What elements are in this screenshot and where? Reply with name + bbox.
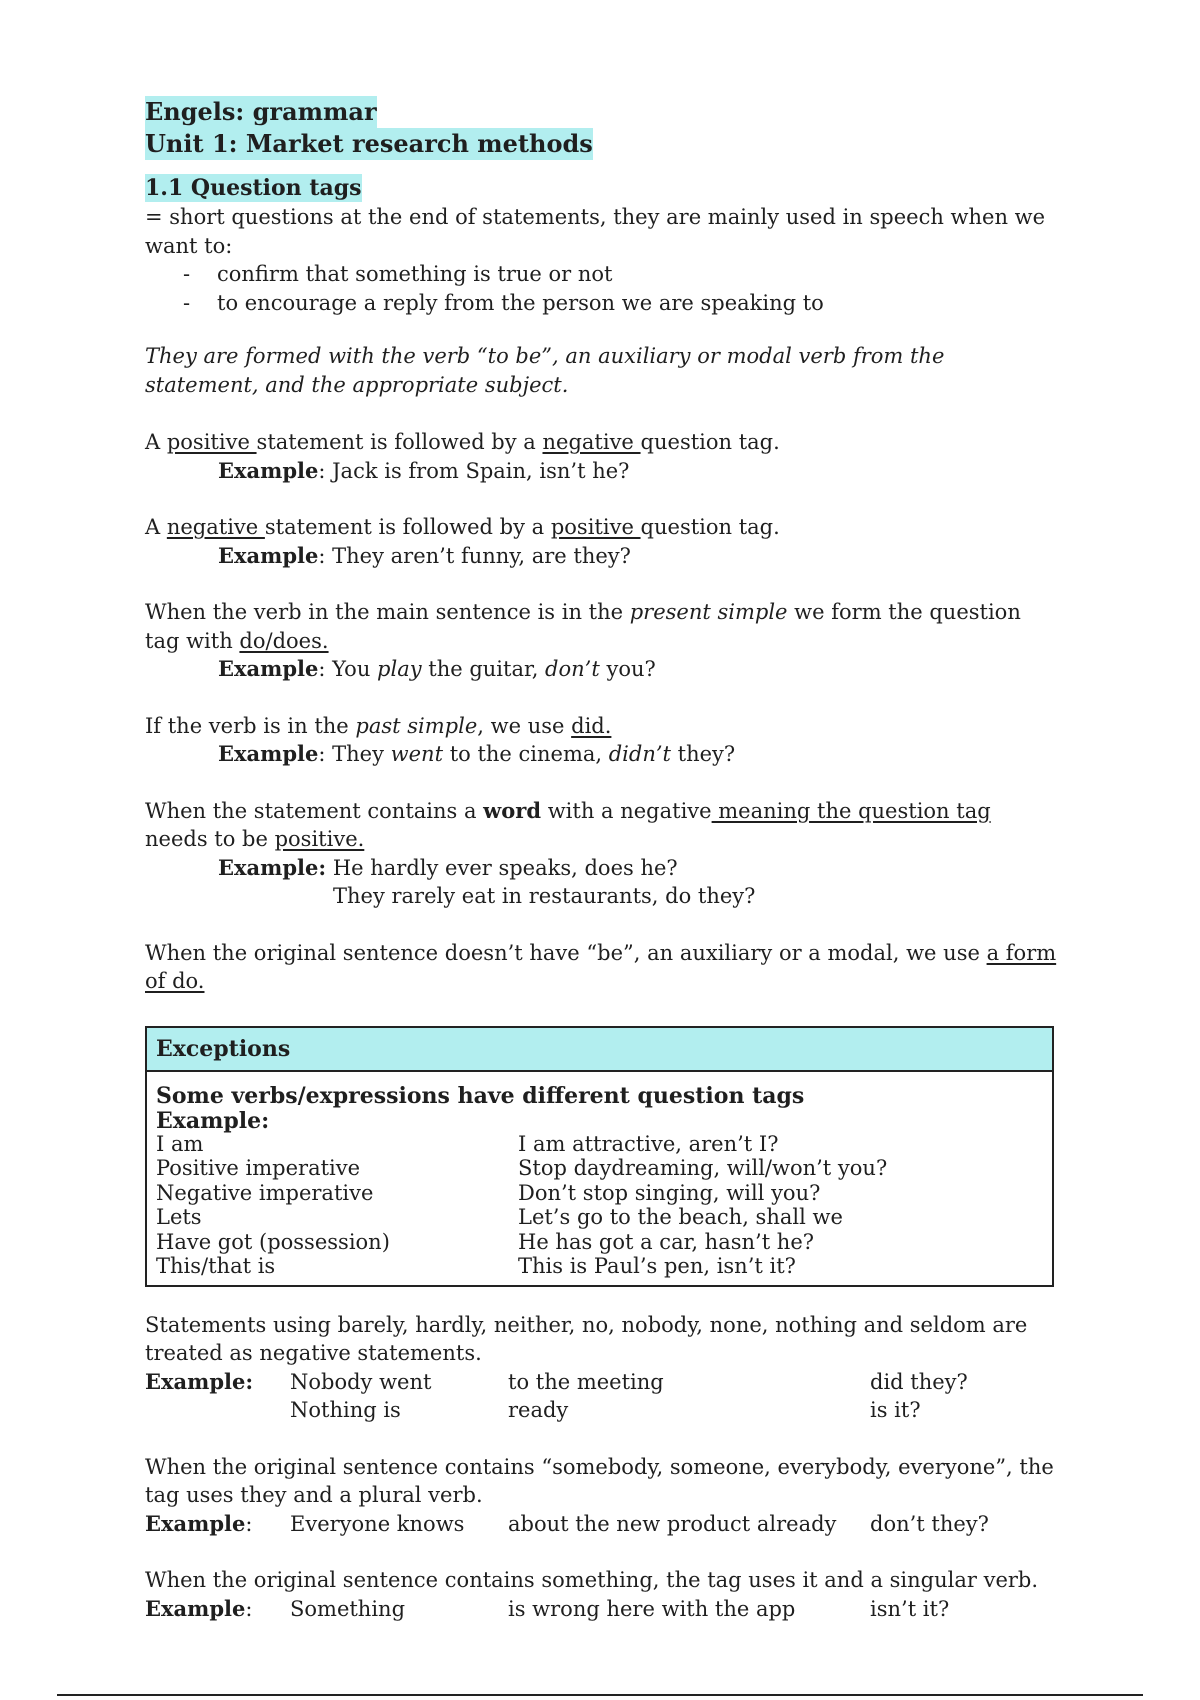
somebody-example: Example: Everyone knows about the new product already don’t they?	[145, 1510, 989, 1536]
doc-title: Engels: grammar	[145, 97, 377, 126]
example-label: Example:	[145, 1368, 254, 1394]
rule-present-simple: When the verb in the main sentence is in the present simple we form the question tag with do/does.	[145, 600, 1021, 653]
exception-example: This is Paul’s pen, isn’t it?	[518, 1254, 796, 1278]
example-past-simple: Example: They went to the cinema, didn’t they?	[218, 741, 736, 766]
unit-title: Unit 1: Market research methods	[145, 129, 593, 158]
rule-negative-word: When the statement contains a word with a negative meaning the question tag needs to be positive.	[145, 797, 991, 851]
exceptions-heading: Exceptions	[147, 1028, 1052, 1072]
exceptions-example-label: Example:	[156, 1107, 270, 1134]
exceptions-body	[147, 1072, 1052, 1285]
rule-positive: A positive statement is followed by a negative question tag.	[145, 430, 780, 454]
exception-type: Positive imperative	[156, 1156, 361, 1180]
exceptions-box	[145, 1026, 1054, 1287]
footer-divider	[57, 1694, 1143, 1696]
exception-example: He has got a car, hasn’t he?	[518, 1229, 815, 1254]
negative-words-example-2: Nothing is ready is it?	[290, 1398, 921, 1422]
example-label: Example	[145, 1510, 246, 1536]
exception-type: Negative imperative	[156, 1180, 374, 1205]
something-example: Example: Something is wrong here with the app isn’t it?	[145, 1595, 950, 1621]
formation-note: They are formed with the verb “to be”, an auxiliary or modal verb from the statement, and the appropriate subject.	[145, 344, 945, 397]
exception-type: Have got (possession)	[156, 1229, 390, 1254]
negative-words-rule: Statements using barely, hardly, neither, no, nobody, none, nothing and seldom are treated as negative statements.	[145, 1312, 1028, 1365]
exception-example: I am attractive, aren’t I?	[518, 1131, 779, 1156]
example-positive: Example: Jack is from Spain, isn’t he?	[218, 457, 630, 483]
example-negative: Example: They aren’t funny, are they?	[218, 542, 631, 568]
rule-past-simple: If the verb is in the past simple, we use did.	[145, 713, 612, 738]
exception-example: Don’t stop singing, will you?	[518, 1180, 821, 1205]
negative-words-example-1: Example: Nobody went to the meeting did they?	[145, 1368, 1057, 1397]
document-page	[145, 96, 1057, 1623]
somebody-rule: When the original sentence contains “somebody, someone, everybody, everyone”, the tag uses they and a plural verb.	[145, 1454, 1054, 1507]
exception-type: I am	[156, 1131, 204, 1156]
exceptions-table	[156, 1132, 1043, 1279]
exception-example: Let’s go to the beach, shall we	[518, 1205, 843, 1229]
definition: = short questions at the end of statements, they are mainly used in speech when we want to:	[145, 205, 1046, 258]
example-negative-word-2: They rarely eat in restaurants, do they?	[333, 884, 756, 908]
example-label: Example	[145, 1595, 246, 1621]
example-negative-word: Example: He hardly ever speaks, does he?	[218, 854, 678, 880]
exception-example: Stop daydreaming, will/won’t you?	[518, 1156, 888, 1180]
exception-type: This/that is	[156, 1254, 276, 1278]
uses-list	[145, 260, 1057, 317]
exceptions-subheading: Some verbs/expressions have different question tags	[156, 1082, 805, 1109]
list-item: - to encourage a reply from the person we are speaking to	[183, 289, 1057, 318]
something-rule: When the original sentence contains something, the tag uses it and a singular verb.	[145, 1568, 1039, 1592]
rule-negative: A negative statement is followed by a positive question tag.	[145, 515, 780, 539]
section-heading: 1.1 Question tags	[145, 175, 362, 201]
list-item: - confirm that something is true or not	[183, 260, 1057, 289]
exception-type: Lets	[156, 1205, 202, 1229]
rule-form-of-do: When the original sentence doesn’t have “be”, an auxiliary or a modal, we use a form of do.	[145, 940, 1057, 993]
example-present-simple: Example: You play the guitar, don’t you?	[218, 656, 656, 681]
